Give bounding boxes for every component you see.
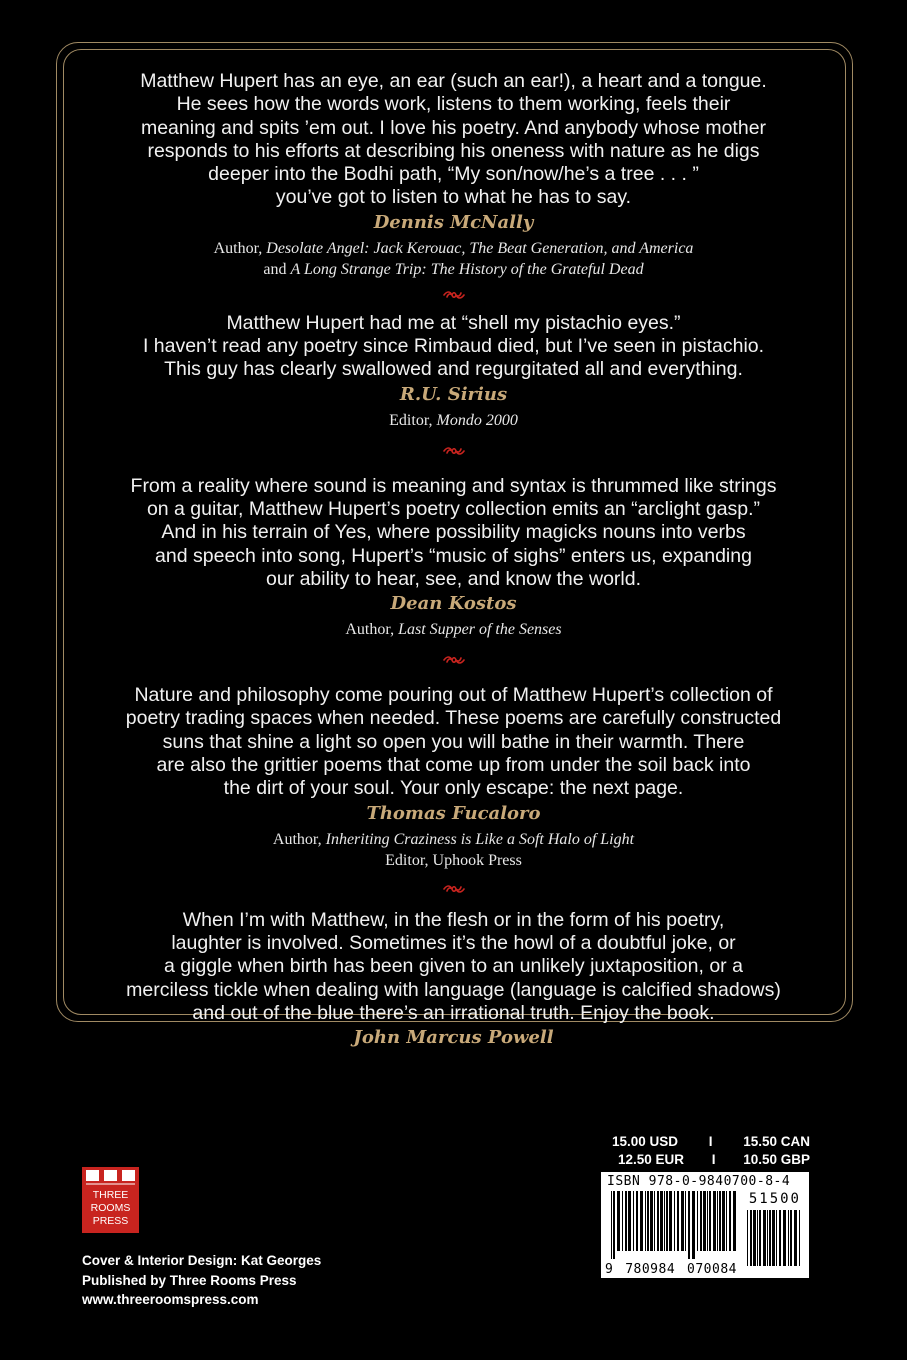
barcode-bar [697,1191,698,1251]
blurb-credit [72,619,835,640]
barcode-bar [625,1191,627,1251]
isbn-barcode [601,1172,809,1278]
barcode-bar [613,1191,615,1259]
price-gbp: 10.50 GBP [743,1152,810,1167]
barcode-bar [722,1191,725,1251]
three-rooms-press-logo [82,1167,139,1233]
barcode-bar [719,1191,721,1251]
credit-role: Editor, [389,411,437,429]
quote-line: are also the grittier poems that come up from under the soil back into [156,754,751,777]
barcode-bar [622,1191,623,1251]
barcode-bar [759,1210,761,1266]
barcode-price-code: 51500 [748,1191,801,1207]
barcode-bar [799,1210,800,1266]
credit-title: Last Supper of the Senses [398,621,562,639]
fleuron-icon [443,654,465,666]
blurbs-panel [72,70,835,1053]
credit-title: Mondo 2000 [436,411,518,429]
barcode-bar [640,1191,643,1251]
barcode-bar [703,1191,706,1251]
blurb-ru-sirius [72,312,835,431]
barcode-bar [660,1191,663,1251]
credit-title: Desolate Angel: Jack Kerouac, The Beat Generation, and America [266,239,694,257]
barcode-bar [769,1210,771,1266]
fleuron-icon [443,289,465,301]
quote-line: suns that shine a light so open you will bathe in their warmth. There [162,730,745,753]
barcode-bar [611,1191,612,1259]
barcode-bar [685,1191,686,1251]
blurb-author: Thomas Fucaloro [366,802,541,824]
quote-line: a giggle when birth has been given to an unlikely juxtaposition, or a [164,955,743,978]
barcode-bar [717,1191,718,1251]
barcode-bar [713,1191,716,1251]
quote-line: And in his terrain of Yes, where possibility magicks nouns into verbs [161,521,746,544]
barcode-bar [726,1191,727,1251]
barcode-bar [654,1191,655,1251]
barcode-bar [733,1191,736,1251]
credit-role: Editor, Uphook Press [385,851,522,869]
quote-line: deeper into the Bodhi path, “My son/now/he’s a tree . . . ” [208,163,699,186]
barcode-bar [647,1191,649,1251]
barcode-bar [700,1191,702,1251]
credit-role: Author, [213,239,267,257]
barcode-digit-group: 070084 [687,1262,737,1277]
barcode-bar [674,1191,675,1251]
price-usd: 15.00 USD [612,1134,679,1149]
blurb-dean-kostos [72,475,835,640]
barcode-bar [617,1191,620,1251]
quote-line: responds to his efforts at describing his oneness with nature as he digs [147,139,760,162]
barcode-bar [794,1210,797,1266]
quote-line: He sees how the words work, listens to them working, feels their [176,93,731,116]
quote-line: poetry trading spaces when needed. These poems are carefully constructed [125,707,782,730]
quote-line: and out of the blue there’s an irrational truth. Enjoy the book. [192,1001,715,1024]
barcode-bar [757,1210,758,1266]
barcode-digit-group: 780984 [625,1262,676,1277]
price-can: 15.50 CAN [743,1134,810,1149]
barcode-bar [783,1210,786,1266]
quote-line: From a reality where sound is meaning and syntax is thrummed like strings [130,474,777,497]
fleuron-icon [443,883,465,895]
quote-line: Nature and philosophy come pouring out of Matthew Hupert’s collection of [134,684,773,707]
blurb-credit [72,410,835,431]
blurb-thomas-fucaloro [72,684,835,870]
quote-line: When I’m with Matthew, in the flesh or in the form of his poetry, [182,908,725,931]
barcode-bar [650,1191,653,1251]
barcode-digit-group: 9 [605,1262,614,1277]
quote-line: Matthew Hupert has an eye, an ear (such an ear!), a heart and a tongue. [140,70,767,92]
publisher-credit: Published by Three Rooms Press [82,1272,297,1288]
barcode-bar [645,1191,646,1251]
barcode-bars-main [611,1191,739,1259]
design-credit: Cover & Interior Design: Kat Georges [82,1253,322,1268]
barcode-bar [767,1210,768,1266]
price-separator: I [711,1152,716,1167]
barcode-bar [677,1191,679,1251]
barcode-bar [747,1210,748,1266]
barcode-bar [772,1210,775,1266]
publisher-website[interactable]: www.threeroomspress.com [82,1292,259,1307]
quote-line: our ability to hear, see, and know the world. [265,567,642,590]
barcode-bar [788,1210,789,1266]
barcode-bar [669,1191,672,1251]
quote-line: Matthew Hupert had me at “shell my pistachio eyes.” [226,311,681,334]
barcode-digits [605,1262,737,1277]
quote-line: and speech into song, Hupert’s “music of sighs” enters us, expanding [155,544,752,567]
barcode-bar [707,1191,708,1251]
barcode-bar [636,1191,638,1251]
quote-line: laughter is involved. Sometimes it’s the howl of a doubtful joke, or [171,931,736,954]
quote-line: the dirt of your soul. Your only escape: the next page. [223,777,684,800]
blurb-author: John Marcus Powell [353,1027,554,1049]
barcode-bar [776,1210,777,1266]
barcode-bar [633,1191,634,1251]
blurb-john-marcus-powell [72,909,835,1050]
quote-line: I haven’t read any poetry since Rimbaud died, but I’ve seen in pistachio. [142,335,765,358]
colophon [82,1251,321,1310]
credit-title: A Long Strange Trip: The History of the Grateful Dead [290,260,644,278]
svg-text:PRESS: PRESS [92,1215,129,1227]
price-separator: I [708,1134,713,1149]
barcode-bar [750,1210,752,1266]
blurb-credit [72,829,835,871]
barcode-bar [729,1191,731,1251]
barcode-bar [681,1191,684,1251]
credit-role: and [263,260,291,278]
barcode-bar [692,1191,695,1259]
blurb-quote [72,684,835,800]
svg-text:ROOMS: ROOMS [90,1202,131,1214]
quote-line: This guy has clearly swallowed and regurgitated all and everything. [164,358,743,381]
barcode-bar [688,1191,690,1259]
blurb-credit [72,238,835,280]
fleuron-icon [443,445,465,457]
credit-role: Author, [345,621,399,639]
barcode-bar [657,1191,659,1251]
barcode-bar [779,1210,781,1266]
barcode-bars-addon [747,1210,803,1274]
blurb-quote [72,475,835,591]
blurb-quote [72,70,835,210]
isbn-text: ISBN 978-0-9840700-8-4 [607,1174,791,1189]
credit-title: Inheriting Craziness is Like a Soft Halo of Light [325,830,635,848]
barcode-bar [628,1191,631,1251]
blurb-author: Dean Kostos [390,593,517,615]
quote-line: you’ve got to listen to what he has to say. [275,186,632,209]
barcode-bar [753,1210,756,1266]
blurb-quote [72,312,835,382]
barcode-bar [664,1191,665,1251]
barcode-bar [666,1191,668,1251]
blurb-author: Dennis McNally [373,211,534,233]
price-eur: 12.50 EUR [618,1152,685,1167]
blurb-dennis-mcnally [72,70,835,280]
quote-line: on a guitar, Matthew Hupert’s poetry collection emits an “arclight gasp.” [146,497,761,520]
barcode-bar [790,1210,792,1266]
barcode-bar [763,1210,766,1266]
svg-text:THREE: THREE [92,1189,129,1201]
blurb-author: R.U. Sirius [399,383,508,405]
credit-role: Author, [272,830,326,848]
quote-line: merciless tickle when dealing with language (language is calcified shadows) [126,978,781,1001]
barcode-bar [709,1191,711,1251]
blurb-quote [72,909,835,1025]
quote-line: meaning and spits ’em out. I love his poetry. And anybody whose mother [140,116,767,139]
price-list [612,1133,810,1169]
